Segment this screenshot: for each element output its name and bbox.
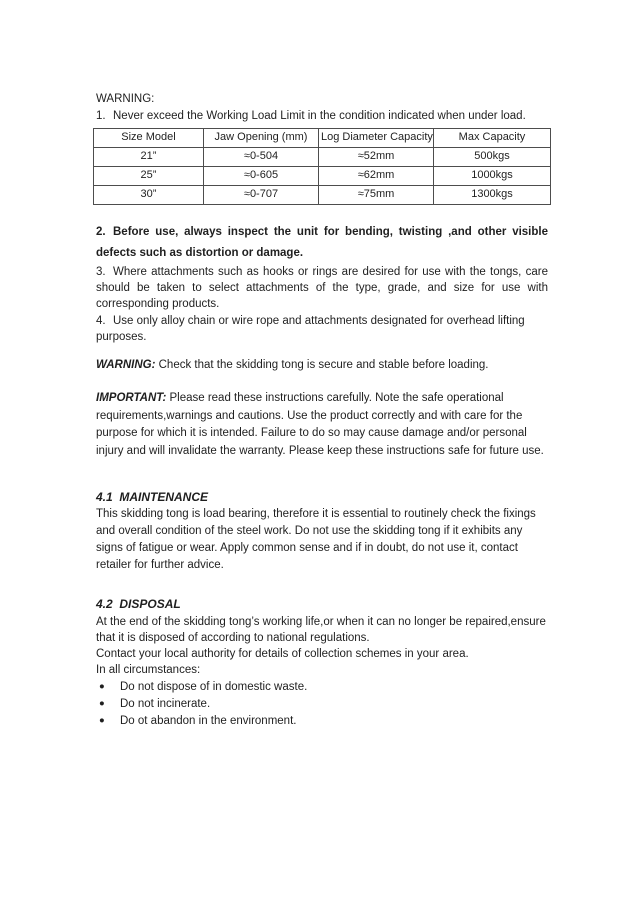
disposal-paragraph-2: Contact your local authority for details of collection schemes in your area. (96, 648, 469, 660)
warning-note-text: Check that the skidding tong is secure and stable before loading. (155, 359, 489, 371)
col-header-jaw-opening: Jaw Opening (mm) (204, 129, 319, 148)
cell-log: ≈52mm (319, 148, 434, 167)
table-row (94, 186, 551, 205)
item-number: 1. (96, 110, 106, 122)
item-text: Where attachments such as hooks or rings are desired for use with the tongs, care should be taken to select attachments of the type, grade, and size for use with corresponding products. (96, 266, 548, 310)
cell-max: 500kgs (434, 148, 551, 167)
item-text: Use only alloy chain or wire rope and attachments designated for overhead lifting purposes. (96, 315, 525, 343)
numbered-item-1 (96, 108, 548, 125)
important-note (96, 390, 548, 460)
cell-log: ≈75mm (319, 186, 434, 205)
bullet-text: Do ot abandon in the environment. (120, 715, 297, 727)
numbered-item-3 (96, 264, 548, 312)
cell-max: 1300kgs (434, 186, 551, 205)
item-text: Before use, always inspect the unit for bending, twisting ,and other visible defects such as distortion or damage. (96, 226, 548, 259)
cell-jaw: ≈0-707 (204, 186, 319, 205)
bullet-icon: ● (99, 715, 105, 726)
bullet-text: Do not dispose of in domestic waste. (120, 681, 308, 693)
disposal-paragraph-1: At the end of the skidding tong’s working life,or when it can no longer be repaired,ensure that it is disposed of according to national regulations. (96, 616, 546, 644)
disposal-paragraph-3: In all circumstances: (96, 664, 201, 676)
warning-note (96, 357, 548, 374)
warning-note-label: WARNING: (96, 359, 156, 371)
item-number: 2. (96, 226, 106, 238)
cell-max: 1000kgs (434, 167, 551, 186)
bullet-item (99, 679, 548, 695)
warning-heading: WARNING: (96, 93, 155, 105)
col-header-size-model: Size Model (94, 129, 204, 148)
important-note-text: Please read these instructions carefully. Note the safe operational requirements,warnings and cautions. Use the product correctly and with care for the purpose for which it is intended. Failure to do so may cause damage and/or personal injury and will invalidate the warranty. Please keep these instructions safe for future use. (96, 392, 544, 457)
bullet-item (99, 713, 548, 729)
cell-size: 30” (94, 186, 204, 205)
cell-size: 21” (94, 148, 204, 167)
numbered-item-2 (96, 222, 548, 264)
load-limit-table (93, 128, 551, 205)
cell-jaw: ≈0-605 (204, 167, 319, 186)
maintenance-section-heading: 4.1 MAINTENANCE (96, 490, 209, 504)
table-row (94, 148, 551, 167)
numbered-item-4 (96, 313, 548, 345)
table-row (94, 167, 551, 186)
col-header-log-diameter: Log Diameter Capacity (319, 129, 434, 148)
col-header-max-capacity: Max Capacity (434, 129, 551, 148)
cell-size: 25” (94, 167, 204, 186)
important-note-label: IMPORTANT: (96, 392, 167, 404)
disposal-section-heading: 4.2 DISPOSAL (96, 597, 181, 611)
bullet-icon: ● (99, 698, 105, 709)
item-number: 4. (96, 315, 106, 327)
item-text: Never exceed the Working Load Limit in the condition indicated when under load. (113, 110, 526, 122)
cell-jaw: ≈0-504 (204, 148, 319, 167)
maintenance-section-body: This skidding tong is load bearing, therefore it is essential to routinely check the fixings and overall condition of the steel work. Do not use the skidding tong if it exhibits any signs of fatigue or wear. Apply common sense and if in doubt, do not use it, contact retailer for further advice. (96, 508, 536, 571)
table-header-row (94, 129, 551, 148)
bullet-text: Do not incinerate. (120, 698, 211, 710)
cell-log: ≈62mm (319, 167, 434, 186)
item-number: 3. (96, 266, 106, 278)
bullet-item (99, 696, 548, 712)
bullet-icon: ● (99, 681, 105, 692)
page-content (96, 91, 548, 730)
